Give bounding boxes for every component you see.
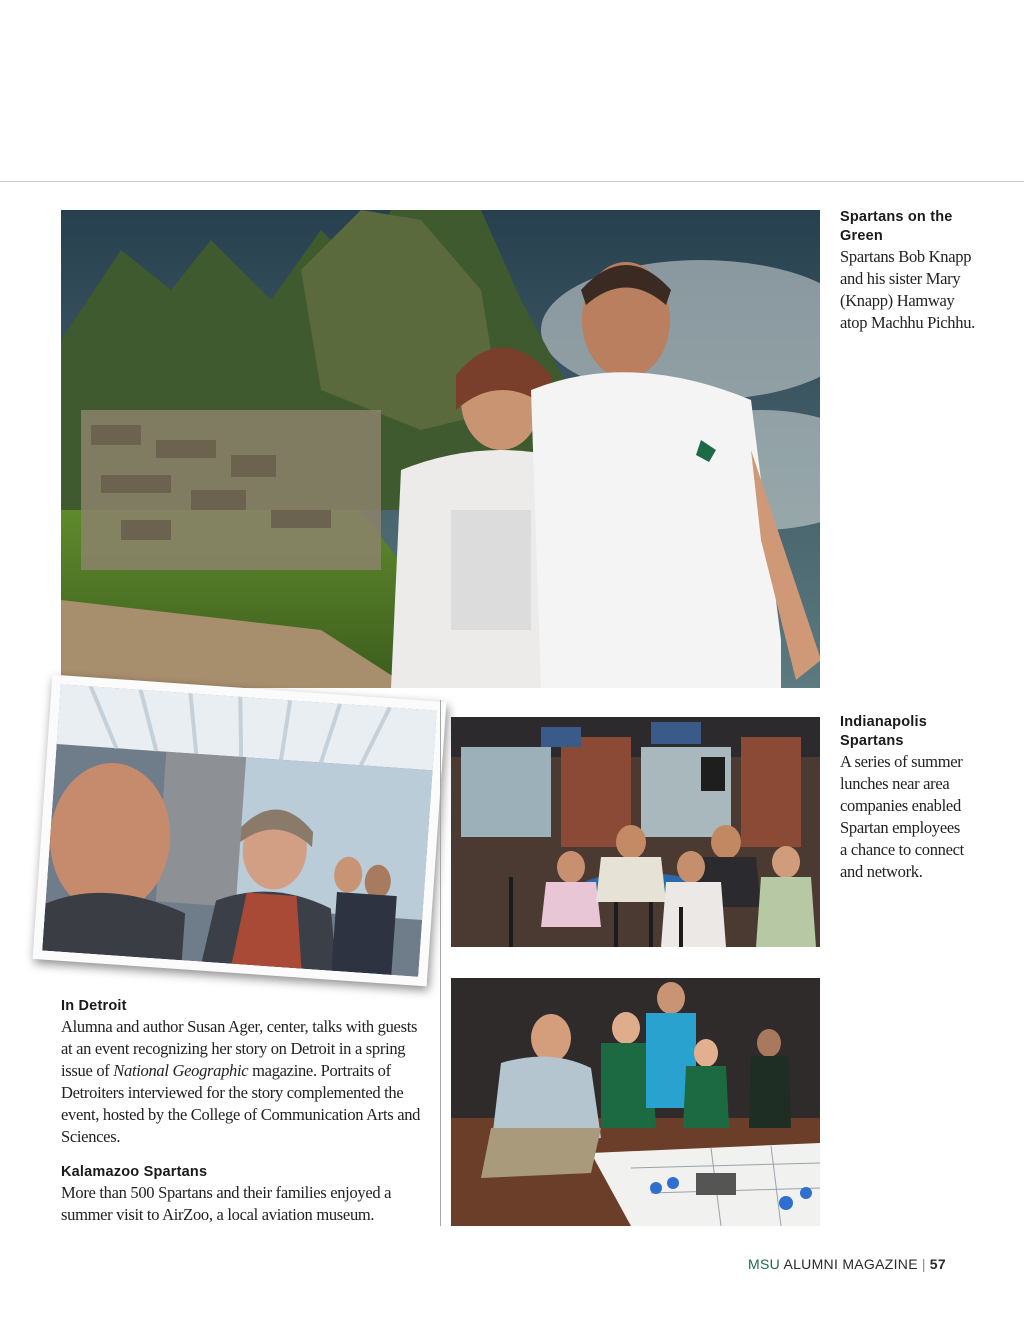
footer-magazine-name: ALUMNI MAGAZINE <box>783 1256 918 1272</box>
caption-heading: Spartans on the Green <box>840 209 953 244</box>
photo-detroit-polaroid <box>33 675 447 987</box>
caption-body: More than 500 Spartans and their families enjoyed a summer visit to AirZoo, a local aviation museum. <box>61 1183 392 1224</box>
caption-body: A series of summer lunches near area companies enabled Spartan employees a chance to connect and network. <box>840 752 964 881</box>
header-rule <box>0 181 1024 182</box>
caption-body: Spartans Bob Knapp and his sister Mary (Knapp) Hamway atop Machhu Pichhu. <box>840 247 975 332</box>
caption-spartans-on-the-green <box>840 208 975 334</box>
caption-heading: In Detroit <box>61 998 127 1014</box>
page-number: 57 <box>929 1256 946 1272</box>
caption-body-text: Alumna and author Susan Ager, center, talks with guests at an event recognizing her story on Detroit in a spring issue of <box>61 1017 418 1080</box>
footer-brand: MSU <box>748 1256 781 1272</box>
photo-machu-picchu <box>61 210 820 688</box>
caption-heading: Kalamazoo Spartans <box>61 1164 208 1180</box>
page-footer <box>748 1256 988 1272</box>
photo-kalamazoo <box>451 978 820 1226</box>
caption-body <box>61 1016 431 1148</box>
caption-indianapolis-spartans <box>840 713 970 883</box>
column-divider <box>440 700 441 1226</box>
caption-kalamazoo-spartans <box>61 1163 431 1226</box>
photo-indianapolis <box>451 717 820 947</box>
footer-separator: | <box>921 1256 926 1272</box>
publication-title: National Geographic <box>113 1061 249 1080</box>
caption-in-detroit <box>61 997 431 1148</box>
caption-body-text: magazine. Portraits of Detroiters interviewed for the story complemented the event, hosted by the College of Communication Arts and Sciences. <box>61 1061 421 1146</box>
caption-heading: Indianapolis Spartans <box>840 714 927 749</box>
